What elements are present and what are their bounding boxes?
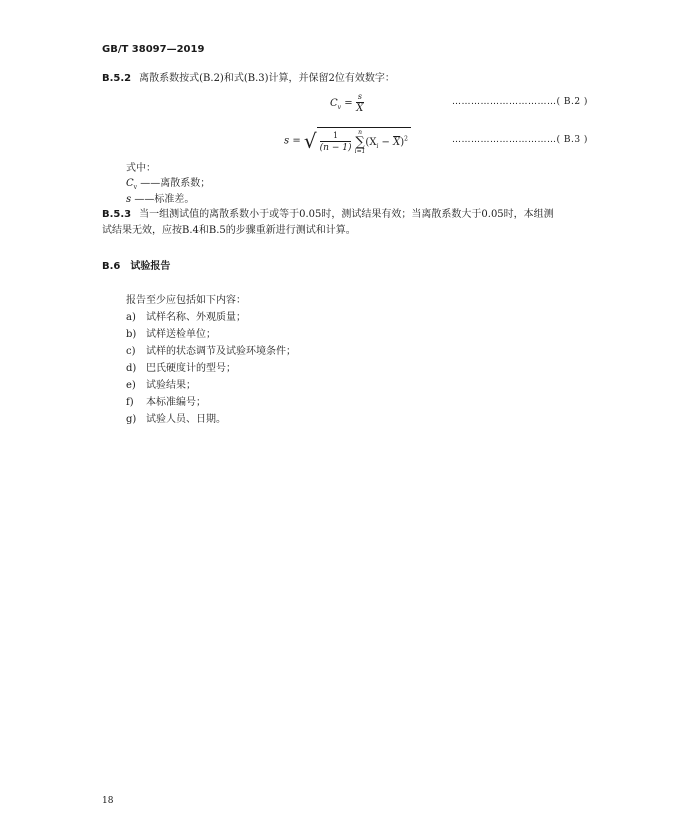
fraction-numerator: 1 — [320, 131, 352, 142]
list-item: b) 试样送检单位； — [126, 329, 216, 340]
sqrt-icon: √ — [303, 129, 317, 153]
clause-text: 离散系数按式(B.2)和式(B.3)计算，并保留2位有效数字： — [139, 73, 395, 84]
definition-cv: $C_v$ ——离散系数； — [126, 178, 211, 191]
eq-sign: = — [344, 98, 353, 109]
report-intro: 报告至少应包括如下内容： — [126, 295, 246, 306]
list-item: g) 试验人员、日期。 — [126, 414, 226, 425]
leader-dots: …………………………… — [452, 135, 557, 145]
where-label: 式中： — [126, 163, 156, 174]
clause-b53-line2: 试结果无效，应按B.4和B.5的步骤重新进行测试和计算。 — [102, 225, 356, 236]
fraction-denominator: X — [356, 103, 364, 114]
list-item: c) 试样的状态调节及试验环境条件； — [126, 346, 296, 357]
fraction-numerator: s — [357, 92, 362, 101]
section-title: 试验报告 — [130, 261, 171, 272]
eq-lhs-sub: v — [337, 104, 342, 111]
fraction — [356, 92, 364, 115]
clause-b52 — [102, 72, 395, 86]
equation-tag: ( B.3 ) — [556, 135, 588, 145]
eq-sign: = — [292, 135, 301, 147]
clause-number: B.5.2 — [102, 73, 132, 84]
eq-lhs: s — [284, 135, 290, 147]
clause-text-line1: 当一组测试值的离散系数小于或等于0.05时，测试结果有效；当离散系数大于0.05时，本组测 — [139, 209, 554, 220]
equation-b2 — [330, 92, 364, 115]
fraction-denominator: (n − 1) — [319, 143, 352, 153]
standard-number-header: GB/T 38097—2019 — [102, 44, 205, 55]
page-number: 18 — [102, 796, 114, 806]
fraction — [320, 131, 352, 154]
leader-dots: …………………………… — [452, 97, 557, 107]
list-item: d) 巴氏硬度计的型号； — [126, 363, 236, 374]
list-item: e) 试验结果； — [126, 380, 196, 391]
summation-icon: n ∑ i=1 — [354, 129, 366, 155]
equation-b2-leader — [452, 97, 588, 107]
clause-b53 — [102, 208, 554, 222]
equation-b3 — [284, 127, 411, 155]
eq-lhs: C — [330, 98, 338, 109]
sqrt-content: $\frac{1}{(n - 1)}$ n ∑ i=1 $(X_i - \overline{X})^2$ — [317, 127, 411, 155]
list-item: f) 本标准编号； — [126, 397, 206, 408]
list-item: a) 试样名称、外观质量； — [126, 312, 246, 323]
equation-b3-leader — [452, 135, 588, 145]
definition-s: s ——标准差。 — [126, 194, 195, 205]
clause-number: B.5.3 — [102, 209, 132, 220]
section-b6-heading — [102, 260, 170, 274]
section-number: B.6 — [102, 261, 121, 272]
equation-tag: ( B.2 ) — [556, 97, 588, 107]
